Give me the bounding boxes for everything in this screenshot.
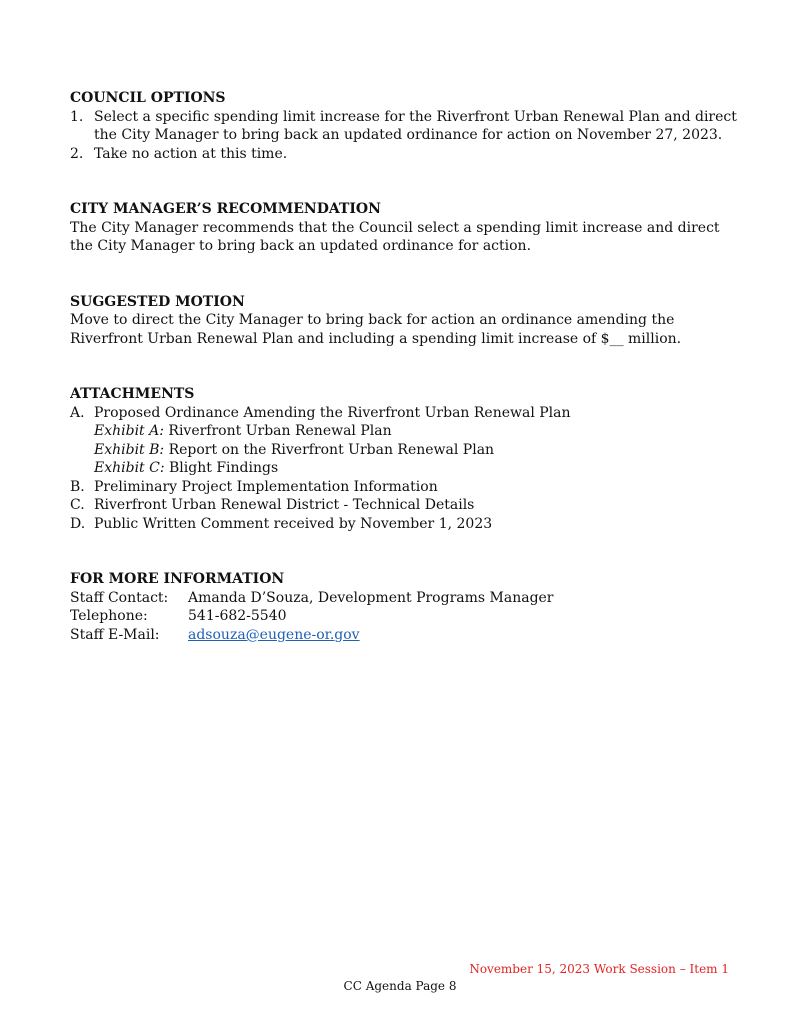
attachment-item: [70, 515, 740, 534]
recommendation-heading: CITY MANAGER’S RECOMMENDATION: [70, 201, 381, 217]
attachment-text: Public Written Comment received by November 1, 2023: [94, 515, 493, 532]
attachment-text: Preliminary Project Implementation Information: [94, 478, 438, 495]
exhibit-item: [70, 441, 740, 460]
list-item: [70, 145, 740, 164]
attachment-item: [70, 496, 740, 515]
attachment-item: [70, 404, 740, 423]
exhibit-text: Blight Findings: [169, 460, 279, 476]
attachments-section: [70, 385, 740, 533]
footer-page-number: CC Agenda Page 8: [343, 979, 457, 993]
exhibit-text: Report on the Riverfront Urban Renewal Plan: [168, 441, 495, 458]
council-options-section: [70, 89, 740, 163]
list-item: [70, 108, 740, 145]
attachment-label: A.: [70, 404, 85, 421]
contact-value: Amanda D’Souza, Development Programs Manager: [188, 589, 554, 606]
attachments-heading: ATTACHMENTS: [70, 386, 195, 402]
contact-row: [70, 589, 740, 608]
contact-key: Staff E-Mail:: [70, 626, 160, 643]
contact-key: Staff Contact:: [70, 589, 169, 606]
attachment-item: [70, 478, 740, 497]
contact-value: 541-682-5540: [188, 608, 287, 624]
footer-session-label: November 15, 2023 Work Session – Item 1: [469, 962, 729, 976]
contact-row: [70, 626, 740, 645]
motion-section: [70, 293, 740, 349]
motion-heading: SUGGESTED MOTION: [70, 293, 245, 310]
recommendation-section: [70, 200, 740, 256]
exhibit-label: Exhibit A:: [94, 423, 164, 439]
exhibit-label: Exhibit C:: [94, 460, 165, 476]
contact-row: [70, 607, 740, 626]
council-options-heading: COUNCIL OPTIONS: [70, 90, 226, 106]
attachment-text: Riverfront Urban Renewal District - Technical Details: [94, 497, 475, 513]
exhibit-item: [70, 459, 740, 478]
attachment-label: B.: [70, 478, 85, 495]
list-item-text: Select a specific spending limit increase for the Riverfront Urban Renewal Plan and direct the City Manager to bring back an updated ordinance for action on November 27, 2023.: [94, 108, 737, 143]
attachment-label: D.: [70, 515, 86, 532]
attachment-label: C.: [70, 497, 85, 513]
contact-key: Telephone:: [70, 608, 148, 624]
exhibit-text: Riverfront Urban Renewal Plan: [168, 423, 392, 439]
list-item-label: 2.: [70, 145, 84, 162]
list-item-text: Take no action at this time.: [94, 145, 288, 162]
exhibit-label: Exhibit B:: [94, 441, 165, 458]
document-page: [70, 89, 740, 644]
recommendation-text: The City Manager recommends that the Council select a spending limit increase and direct the City Manager to bring back an updated ordinance for action.: [70, 219, 720, 254]
staff-email-link[interactable]: adsouza@eugene-or.gov: [188, 626, 360, 643]
attachment-text: Proposed Ordinance Amending the Riverfront Urban Renewal Plan: [94, 404, 571, 421]
list-item-label: 1.: [70, 108, 84, 125]
motion-text: Move to direct the City Manager to bring back for action an ordinance amending the Riverfront Urban Renewal Plan and including a spending limit increase of $__ million.: [70, 312, 682, 347]
more-info-section: [70, 570, 740, 644]
exhibit-item: [70, 422, 740, 441]
more-info-heading: FOR MORE INFORMATION: [70, 571, 285, 587]
